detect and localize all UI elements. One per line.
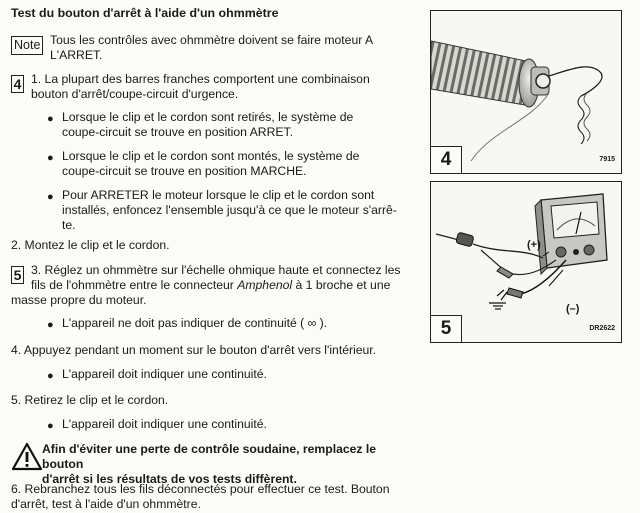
negative-lead-label: (–) <box>566 303 580 315</box>
bullet-icon: ● <box>47 420 54 432</box>
step-1-line-1: 1. La plupart des barres franches comportent une combinaison <box>31 72 370 86</box>
step-3-line-2-a: fils de l'ohmmètre entre le connecteur <box>31 278 238 292</box>
bullet-3-line-1: Pour ARRETER le moteur lorsque le clip et le cordon sont <box>62 188 375 202</box>
step-3-line-3: masse propre du moteur. <box>11 293 147 307</box>
bullet-icon: ● <box>47 191 54 203</box>
step-4-bullet: L'appareil doit indiquer une continuité. <box>62 367 267 381</box>
step-5-text: 5. Retirez le clip et le cordon. <box>11 393 169 407</box>
step-3-bullet: L'appareil ne doit pas indiquer de continuité ( ∞ ). <box>62 316 328 330</box>
bullet-3 <box>62 188 404 233</box>
bullet-2-line-1: Lorsque le clip et le cordon sont montés, le système de <box>62 149 360 163</box>
figure-4 <box>430 10 622 174</box>
bullet-1 <box>62 110 404 140</box>
note-line-2: L'ARRET. <box>50 48 103 62</box>
bullet-icon: ● <box>47 370 54 382</box>
figure-ref-5: 5 <box>11 266 24 284</box>
figure-5-code: DR2622 <box>589 325 615 332</box>
note-line-1: Tous les contrôles avec ohmmètre doivent se faire moteur A <box>50 33 374 47</box>
note-label: Note <box>11 36 43 55</box>
step-3-line-2-b: à 1 broche et une <box>292 278 391 292</box>
step-4-text: 4. Appuyez pendant un moment sur le bouton d'arrêt vers l'intérieur. <box>11 343 377 357</box>
figure-ref-4: 4 <box>11 75 24 93</box>
bullet-icon: ● <box>47 152 54 164</box>
step-3-text <box>31 263 406 278</box>
step-1-text <box>31 72 403 102</box>
step-1-line-2: bouton d'arrêt/coupe-circuit d'urgence. <box>31 87 239 101</box>
bullet-3-line-3: te. <box>62 218 76 232</box>
step-6-line-2: d'arrêt, test à l'aide d'un ohmmètre. <box>11 497 201 511</box>
step-3-line-2 <box>31 278 406 293</box>
bullet-2-line-2: coupe-circuit se trouve en position MARCHE. <box>62 164 307 178</box>
step-3-line-1: 3. Réglez un ohmmètre sur l'échelle ohmique haute et connectez les <box>31 263 401 277</box>
positive-lead-label: (+) <box>527 239 541 251</box>
warning-line-2: d'arrêt si les résultats de vos tests diffèrent. <box>42 472 297 486</box>
bullet-1-line-1: Lorsque le clip et le cordon sont retirés, le système de <box>62 110 354 124</box>
bullet-icon: ● <box>47 319 54 331</box>
step-5-bullet: L'appareil doit indiquer une continuité. <box>62 417 267 431</box>
bullet-1-line-2: coupe-circuit se trouve en position ARRET. <box>62 125 293 139</box>
warning-icon <box>11 442 43 472</box>
figure-5-number: 5 <box>431 315 462 342</box>
warning-text <box>42 442 407 487</box>
warning-line-1: Afin d'éviter une perte de contrôle soudaine, remplacez le bouton <box>42 442 377 471</box>
note-text <box>50 33 445 63</box>
page-title: Test du bouton d'arrêt à l'aide d'un ohmmètre <box>11 6 279 20</box>
step-6-text <box>11 482 409 512</box>
bullet-icon: ● <box>47 113 54 125</box>
step-2-text: 2. Montez le clip et le cordon. <box>11 238 170 252</box>
bullet-3-line-2: installés, enfoncez l'ensemble jusqu'à ce que le moteur s'arrê- <box>62 203 397 217</box>
figure-4-number: 4 <box>431 146 462 173</box>
bullet-2 <box>62 149 404 179</box>
figure-4-code: 7915 <box>599 156 615 163</box>
figure-5 <box>430 181 622 343</box>
step-6-line-1: 6. Rebranchez tous les fils déconnectés pour effectuer ce test. Bouton <box>11 482 390 496</box>
connector-name: Amphenol <box>237 278 293 292</box>
